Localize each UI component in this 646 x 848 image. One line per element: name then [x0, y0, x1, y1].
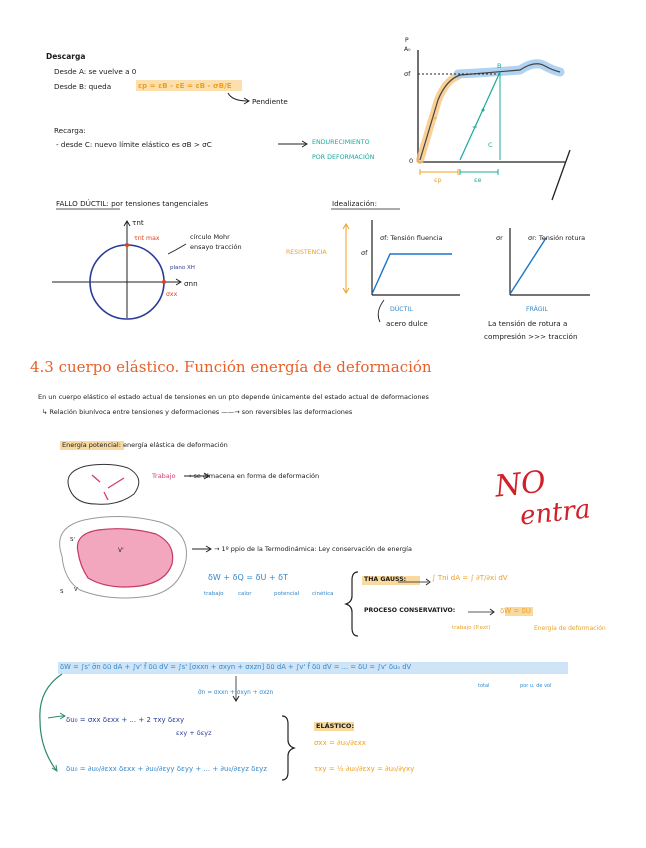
loop-arrow — [40, 674, 62, 770]
termo-eq: δW + δQ = δU + δT — [208, 573, 288, 582]
endurecimiento-1: ENDURECIMIENTO — [312, 139, 370, 146]
du0-line-1b: εxy + δεyz — [176, 729, 212, 737]
graph-eq-mark-2: = — [472, 123, 478, 131]
body-sprime: S' — [70, 537, 76, 543]
termo-u-potencial: potencial — [274, 591, 300, 597]
graph-sigma-f: σf — [404, 70, 411, 78]
elastico-sxx: σxx = ∂u₀/∂εxx — [314, 739, 366, 747]
mohr-circle-diagram — [52, 218, 186, 319]
descarga-formula: εp = εB - εE = εB - σB/E — [138, 81, 232, 90]
ideal-sigma-f: σf — [361, 249, 368, 257]
recarga-line: - desde C: nuevo límite elástico es σB > σC — [56, 140, 212, 149]
graph-ee: εe — [474, 176, 482, 184]
energia-title — [62, 442, 228, 449]
mohr-sigma-nn: σnn — [184, 279, 198, 288]
body-s-label: S — [60, 589, 64, 595]
ideal-sigma-r-label: σr: Tensión rotura — [528, 234, 586, 242]
ideal-fragil: FRÁGIL — [526, 306, 548, 313]
proceso-eq: δW = δU — [500, 607, 531, 615]
mohr-tau-max: τnt max — [134, 235, 160, 242]
ideal-fragil-sub-2: compresión >>> tracción — [484, 332, 578, 341]
descarga-desde-a: Desde A: se vuelve a 0 — [54, 67, 137, 76]
ideal-sigma-f-label: σf: Tensión fluencia — [380, 234, 443, 242]
graph-point-b: B — [497, 62, 502, 70]
energia-title-rest: : energía elástica de deformación — [118, 441, 228, 449]
ideal-resistencia: RESISTENCIA — [286, 249, 327, 256]
section-p2: ↳ Relación biunívoca entre tensiones y deformaciones ——→ son reversibles las deformaciones — [42, 408, 353, 416]
pink-body-sketch — [60, 516, 211, 598]
section-title: 4.3 cuerpo elástico. Función energía de deformación — [30, 358, 432, 376]
termo-u-calor: calor — [238, 591, 252, 597]
termo-principio: → 1º ppio de la Termodinámica: Ley conservación de energía — [214, 545, 412, 553]
gauss-label: THA GAUSS: — [364, 576, 407, 583]
ideal-ductil: DÚCTIL — [390, 306, 413, 313]
ideal-title: Idealización: — [332, 199, 378, 208]
eq-total: total — [478, 683, 490, 689]
mohr-circulo-2: ensayo tracción — [190, 243, 242, 251]
ideal-fragil-sub-1: La tensión de rotura a — [488, 319, 568, 328]
ideal-ductil-sub: acero dulce — [386, 319, 428, 328]
fallo-title: FALLO DÚCTIL: por tensiones tangenciales — [56, 199, 209, 208]
proceso-energia: Energía de deformación — [534, 625, 606, 632]
right-brace — [346, 572, 358, 636]
graph-point-c: C — [488, 141, 493, 149]
body-sketch — [68, 464, 209, 504]
ideal-sigma-r: σr — [496, 234, 503, 242]
graph-ep: εp — [434, 176, 442, 184]
descarga-desde-b: Desde B: queda — [54, 82, 112, 91]
du0-line-2: δu₀ = ∂u₀/∂εxx δεxx + ∂u₀/∂εyy δεyy + ... + ∂u₀/∂εyz δεyz — [66, 765, 267, 773]
elastico-label: ELÁSTICO: — [316, 722, 355, 730]
body-v-label: V — [74, 587, 78, 593]
graph-zero: 0 — [409, 157, 414, 165]
mohr-tau-nt: τnt — [132, 218, 144, 227]
eq-por-ud: por u. de vol — [520, 683, 552, 689]
proceso-sub: trabajo (P.ext) — [452, 625, 491, 631]
pendiente-arrow — [228, 93, 248, 101]
elastico-txy: τxy = ½ ∂u₀/∂εxy = ∂u₀/∂γxy — [314, 765, 415, 773]
elastic-brace — [282, 716, 294, 780]
du0-line-1: δu₀ = σxx δεxx + ... + 2 τxy δεxy — [66, 716, 185, 724]
mohr-circulo-1: círculo Mohr — [190, 233, 230, 241]
trabajo-label: Trabajo — [152, 472, 176, 480]
section-p1: En un cuerpo elástico el estado actual de tensiones en un pto depende únicamente del estado actual de deformaciones — [38, 393, 429, 401]
mohr-plano: plano XH — [170, 265, 195, 271]
graph-eq-mark-1: = — [432, 114, 438, 122]
body-vprime: V' — [118, 547, 124, 554]
trabajo-rest: → se almacena en forma de deformación — [186, 472, 320, 480]
graph-y-label-bottom: A₀ — [404, 46, 411, 53]
main-eq: δW = ∫s' σ̄n δū dA + ∫v' f̄ δū dV = ∫s' [σxxn + σxyn + σxzn] δū dA + ∫v' f̄ δū dV = ... = δU = ∫v' δu₀ dV — [60, 663, 412, 671]
pendiente-label: Pendiente — [252, 97, 288, 106]
descarga-title: Descarga — [46, 52, 86, 61]
sub-eq: σ̄n = σxxn + σxyn + σxzn — [198, 690, 274, 696]
endurecimiento-2: POR DEFORMACIÓN — [312, 154, 375, 161]
graph-y-label-top: P — [405, 37, 409, 44]
no-entra-2: entra — [518, 494, 592, 532]
termo-u-trabajo: trabajo — [204, 591, 224, 597]
no-entra-1: NO — [493, 464, 548, 505]
termo-u-cinetica: cinética — [312, 591, 334, 597]
energia-title-strong: Energía potencial — [62, 441, 119, 449]
mohr-sigma-xx: σxx — [166, 291, 178, 298]
proceso-label: PROCESO CONSERVATIVO: — [364, 607, 456, 614]
gauss-eq: ∫ Tni dA = ∫ ∂T/∂xi dV — [432, 574, 508, 582]
recarga-title: Recarga: — [54, 126, 86, 135]
